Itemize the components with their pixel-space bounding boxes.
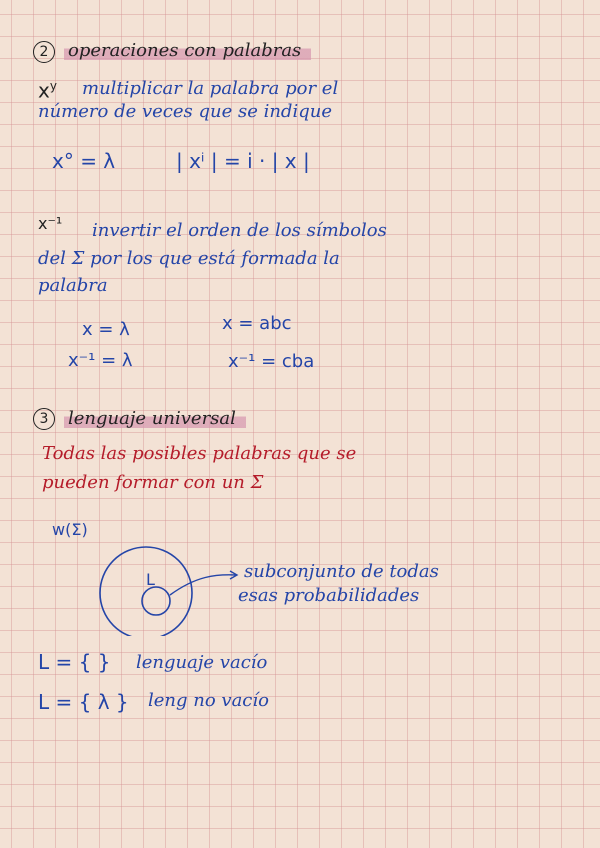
example-2-line-2: x⁻¹ = cba (228, 351, 315, 372)
venn-diagram (96, 546, 246, 636)
pointer-arrow (170, 575, 236, 595)
universal-definition-line-2: pueden formar con un Σ (42, 472, 264, 493)
example-1-line-2: x⁻¹ = λ (68, 350, 133, 371)
power-base: x (38, 78, 50, 103)
empty-language-description: lenguaje vacío (136, 652, 268, 673)
subset-description-line-2: esas probabilidades (238, 585, 420, 606)
power-symbol (38, 80, 57, 101)
section-3-title (64, 410, 246, 428)
inverse-symbol: x⁻¹ (38, 214, 63, 233)
example-2-line-1: x = abc (222, 313, 292, 334)
empty-language-formula: L = { } (38, 650, 111, 674)
formula-zero-power: x° = λ (52, 149, 116, 173)
example-1-line-1: x = λ (82, 319, 130, 340)
power-exponent: y (49, 79, 57, 93)
section-2-title-text: operaciones con palabras (64, 40, 311, 61)
section-3-title-text: lenguaje universal (64, 408, 246, 429)
power-description-line-2: número de veces que se indique (38, 101, 332, 122)
universal-definition-line-1: Todas las posibles palabras que se (42, 443, 357, 464)
nonempty-language-formula: L = { λ } (38, 690, 129, 714)
formula-length-power: | xⁱ | = i · | x | (176, 149, 310, 173)
section-3-number: 3 (33, 408, 55, 430)
inverse-description-line-1: invertir el orden de los símbolos (92, 220, 387, 241)
language-subset-circle (142, 587, 170, 615)
power-description-line-1: multiplicar la palabra por el (82, 78, 339, 99)
nonempty-language-description: leng no vacío (148, 690, 269, 711)
section-2-number: 2 (33, 41, 55, 63)
subset-description-line-1: subconjunto de todas (244, 561, 439, 582)
section-2-title (64, 42, 311, 60)
inverse-description-line-2: del Σ por los que está formada la (38, 248, 340, 269)
inverse-description-line-3: palabra (38, 275, 108, 296)
subset-label: L (146, 570, 155, 589)
universal-language-label: w(Σ) (52, 520, 88, 539)
